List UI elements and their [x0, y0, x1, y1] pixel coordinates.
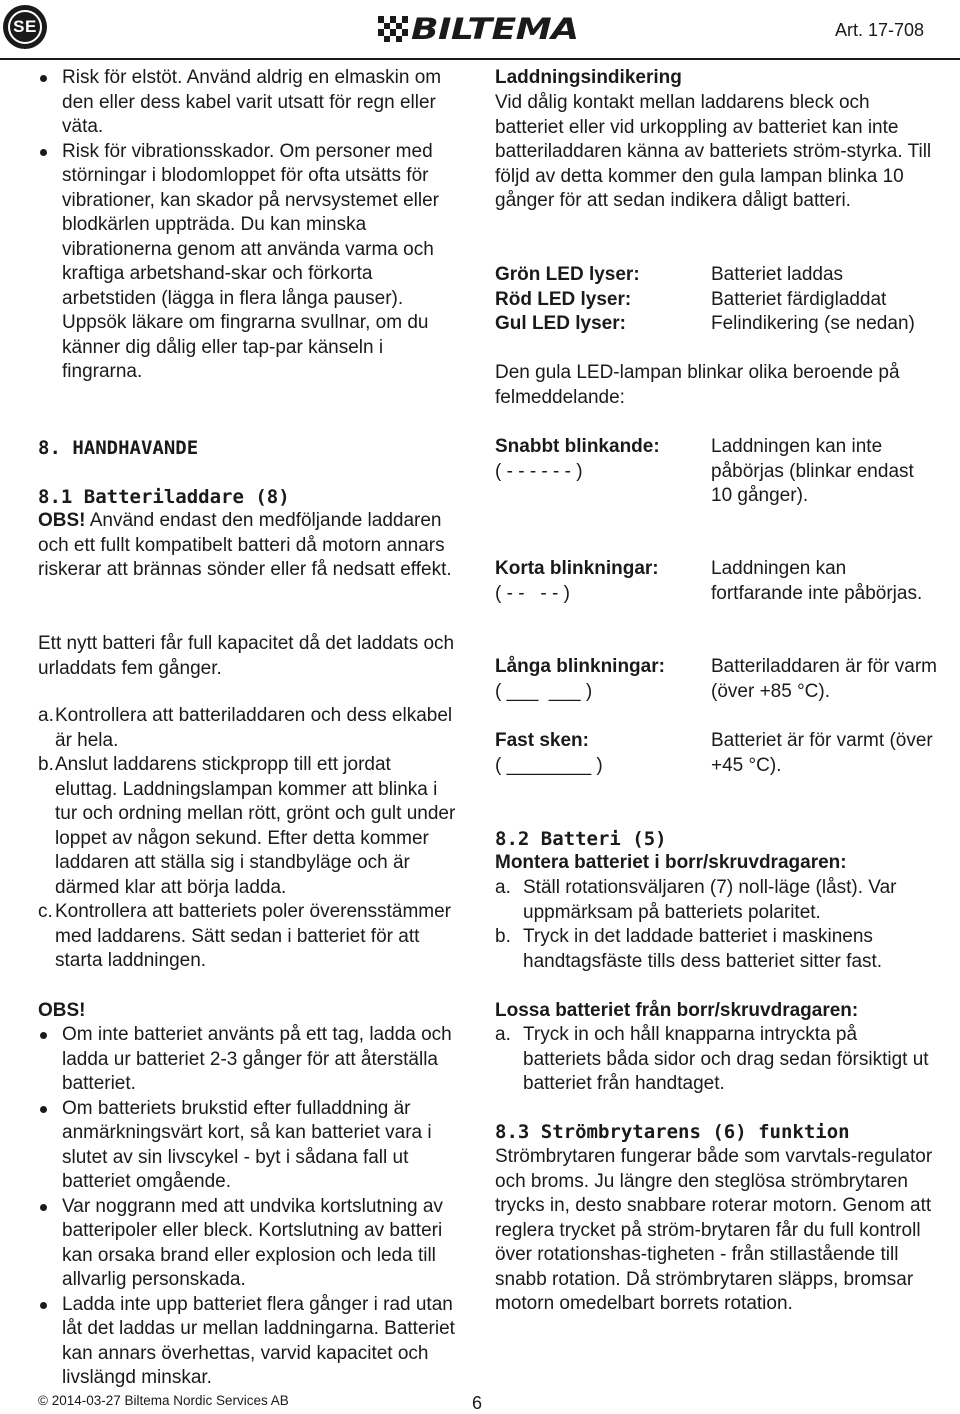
list-item: [495, 925, 935, 974]
indication-text: Vid dålig kontakt mellan laddarens bleck och batteriet eller vid urkoppling av batteriet kan inte batteriladdaren känna av batteriets ström-styrka. Till följd av detta kommer den gula lampan blinka 10 gånger för att sedan indikera dåligt batteri.: [495, 92, 932, 211]
step-label: a.: [495, 1024, 511, 1045]
list-item: Var noggrann med att undvika kortslutning av batteripoler eller bleck. Kortslutning av batteri kan orsaka brand eller explosion och leda till allvarlig personskada.: [38, 1195, 466, 1293]
mount-steps: [495, 876, 935, 974]
blink-label: Korta blinkningar:: [495, 558, 659, 579]
blink-label: Långa blinkningar:: [495, 656, 665, 677]
article-number: Art. 17-708: [834, 20, 924, 40]
list-item: Ladda inte upp batteriet flera gånger i rad utan låt det laddas ur mellan laddningarna. Batteriet kan annars överhettas, varvid kapacitet och livslängd minskar.: [38, 1293, 466, 1391]
battery-bullets: [38, 1023, 466, 1391]
language-code: SE: [8, 10, 42, 44]
mount-title: Montera batteriet i borr/skruvdragaren:: [495, 852, 847, 873]
led-value: Felindikering (se nedan): [711, 313, 915, 334]
step-text: Anslut laddarens stickpropp till ett jordat eluttag. Laddningslampan kommer att blinka i tur och ordning mellan rött, grönt och gult under loppet av någon sekund. Efter detta kommer laddaren att ställa sig i standbyläge och är därmed klar att börja ladda.: [55, 754, 456, 898]
step-text: Tryck in det laddade batteriet i maskinens handtagsfäste tills dess batteriet sitter fast.: [523, 926, 883, 972]
step-label: c.: [38, 901, 53, 922]
switch-text: Strömbrytaren fungerar både som varvtals-regulator och broms. Ju längre den steglösa strömbrytaren trycks in, desto snabbare roterar motorn. Genom att reglera trycket på ström-brytaren får du full kontroll över rotationshas-tigheten - från stillastående till snabb rotation. Då strömbrytaren släpps, bromsar motorn omedelbart borrets rotation.: [495, 1146, 933, 1314]
blink-intro: Den gula LED-lampan blinkar olika beroende på felmeddelande:: [495, 362, 900, 408]
remove-title: Lossa batteriet från borr/skruvdragaren:: [495, 1000, 859, 1021]
list-item: Risk för vibrationsskador. Om personer med störningar i blodomloppet för ofta utsätts för vibrationer, kan skador på nervsystemet eller blodkärlen uppträda. Du kan minska vibrationerna genom att använda varma och kraftiga arbetshand-skar och förkorta arbetstiden (lägga in flera långa pauser). Uppsök läkare om fingrarna svullnar, om du känner dig dålig eller tap-par känseln i fingrarna.: [38, 140, 468, 385]
blink-pattern: ( - - - - ): [495, 582, 570, 604]
blink-pattern: ( - - - - - - ): [495, 460, 583, 482]
led-value: Batteriet laddas: [711, 264, 844, 285]
led-key: Röd LED lyser:: [495, 289, 632, 310]
step-text: Kontrollera att batteriets poler överensstämmer med laddarens. Sätt sedan i batteriet för att starta laddningen.: [55, 901, 452, 971]
step-text: Tryck in och håll knapparna intryckta på batteriets båda sidor och drag sedan försiktigt ut batteriet från handtaget.: [523, 1024, 929, 1094]
obs-label: OBS!: [38, 510, 86, 531]
brand-logo: [378, 11, 579, 46]
led-key: Grön LED lyser:: [495, 264, 640, 285]
checkered-flag-icon: [378, 16, 408, 42]
list-item: [495, 1023, 935, 1097]
subsection-title: 8.1 Batteriladdare (8): [38, 486, 290, 508]
blink-value: Batteriladdaren är för varm (över +85 °C).: [711, 656, 937, 702]
indication-title: Laddningsindikering: [495, 67, 682, 88]
list-item: [38, 753, 458, 900]
blink-key: [495, 655, 710, 704]
list-item: Om inte batteriet använts på ett tag, ladda och ladda ur batteriet 2-3 gånger för att återställa batteriet.: [38, 1023, 466, 1097]
obs-paragraph: [38, 509, 463, 583]
blink-value: Laddningen kan fortfarande inte påbörjas.: [711, 558, 923, 604]
list-item: Risk för elstöt. Använd aldrig en elmaskin om den eller dess kabel varit utsatt för regn eller väta.: [38, 66, 468, 140]
step-text: Kontrollera att batteriladdaren och dess elkabel är hela.: [55, 705, 453, 751]
blink-key: [495, 729, 710, 778]
safety-bullets: [38, 66, 468, 385]
step-label: a.: [495, 877, 511, 898]
list-item: Om batteriets brukstid efter fulladdning är anmärkningsvärt kort, så kan batteriet vara i slutet av sin livscykel - byt i sådana fall ut batteriet omgående.: [38, 1097, 466, 1195]
brand-name: BILTEMA: [411, 11, 579, 46]
step-text: Ställ rotationsväljaren (7) noll-läge (låst). Var uppmärksam på batteriets polaritet.: [523, 877, 897, 923]
section-title: 8. HANDHAVANDE: [38, 437, 199, 459]
charger-steps: [38, 704, 458, 974]
blink-label: Snabbt blinkande:: [495, 436, 660, 457]
step-label: a.: [38, 705, 54, 726]
blink-value: Laddningen kan inte påbörjas (blinkar endast 10 gånger).: [711, 436, 914, 506]
list-item: [495, 876, 935, 925]
page-number: 6: [472, 1393, 483, 1413]
blink-pattern: ( ________ ): [495, 754, 603, 776]
copyright-footer: © 2014-03-27 Biltema Nordic Services AB: [38, 1393, 289, 1408]
list-item: [38, 704, 458, 753]
step-label: b.: [38, 754, 54, 775]
list-item: [38, 900, 458, 974]
led-value: Batteriet färdigladdat: [711, 289, 887, 310]
led-key: Gul LED lyser:: [495, 313, 626, 334]
capacity-paragraph: Ett nytt batteri får full kapacitet då det laddats och urladdats fem gånger.: [38, 633, 455, 679]
obs-text: Använd endast den medföljande laddaren och ett fullt kompatibelt batteri då motorn annars riskerar att brännas sönder eller få nedsatt effekt.: [38, 510, 452, 580]
remove-steps: [495, 1023, 935, 1097]
blink-key: [495, 435, 710, 484]
blink-key: [495, 557, 710, 606]
blink-value: Batteriet är för varmt (över +45 °C).: [711, 730, 933, 776]
switch-title: 8.3 Strömbrytarens (6) funktion: [495, 1121, 850, 1143]
blink-pattern: ( ___ ___ ): [495, 680, 593, 702]
language-badge: [3, 5, 47, 49]
battery-title: 8.2 Batteri (5): [495, 828, 667, 850]
blink-label: Fast sken:: [495, 730, 589, 751]
obs-heading: OBS!: [38, 1000, 86, 1021]
header-divider: [0, 58, 960, 60]
page-header: [0, 0, 960, 60]
step-label: b.: [495, 926, 511, 947]
